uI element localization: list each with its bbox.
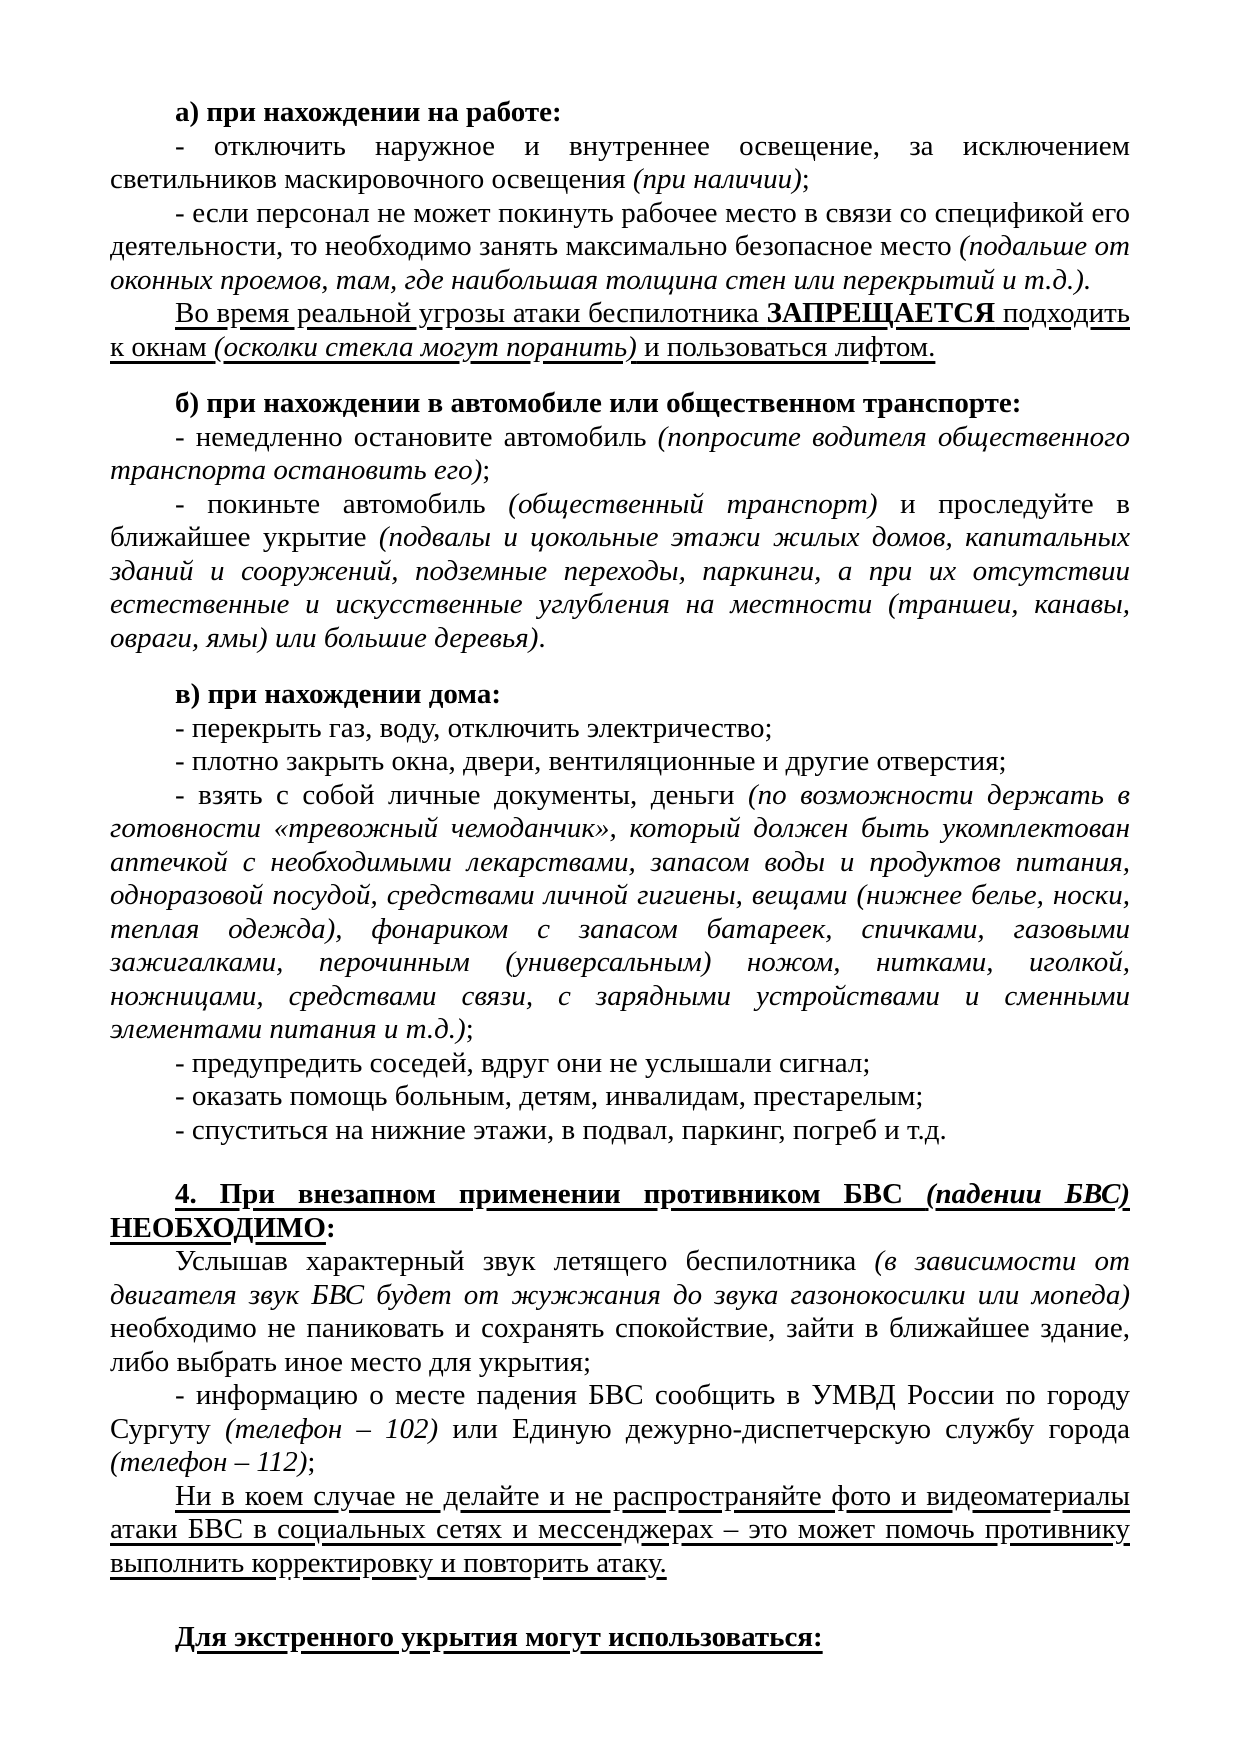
- text-run: 4. При внезапном применении противником БВС: [175, 1178, 926, 1210]
- text-run: - если персонал не может покинуть рабочее место в связи со спецификой его деятельности, то необходимо занять максимально безопасное место: [110, 196, 1130, 262]
- text-run: (телефон – 112): [110, 1446, 308, 1478]
- text-run: (по возможности держать в готовности «тревожный чемоданчик», который должен быть укомплектован аптечкой с необходимыми лекарствами, запасом воды и продуктов питания, одноразовой посудой, средствами личной гигиены, вещами (нижнее белье, носки, теплая одежда), фонариком с запасом батареек, спичками, газовыми зажигалками, перочинным (универсальным) ножом, нитками, иголкой, ножницами, средствами связи, с зарядными устройствами и сменными элементами питания и т.д.): [110, 778, 1131, 1045]
- text-run: (при наличии): [632, 163, 802, 195]
- num-heading: [110, 1178, 1130, 1245]
- text-run: или Единую дежурно-диспетчерскую службу города: [438, 1412, 1130, 1445]
- text-run: - спуститься на нижние этажи, в подвал, паркинг, погреб и т.д.: [175, 1113, 947, 1146]
- text-run: :: [325, 1211, 336, 1244]
- text-run: (в зависимости от двигателя звук БВС будет от жужжания до звука газонокосилки или мопеда): [110, 1245, 1130, 1311]
- text-run: - немедленно остановите автомобиль: [175, 420, 658, 453]
- text-run: ;: [482, 454, 491, 486]
- text-run: ;: [465, 1013, 474, 1045]
- text-run: (телефон – 102): [224, 1412, 439, 1445]
- text-run: ЗАПРЕЩАЕТСЯ: [766, 297, 996, 329]
- paragraph: [110, 1080, 1130, 1114]
- text-run: - информацию о месте падения БВС сообщить в УМВД России по городу Сургуту: [110, 1379, 1130, 1445]
- text-run: - покиньте автомобиль: [175, 487, 509, 520]
- text-run: (попросите водителя общественного транспорта остановить его): [110, 420, 1130, 486]
- section-heading: [110, 387, 1130, 421]
- text-run: НЕОБХОДИМО: [110, 1211, 326, 1244]
- text-run: и проследуйте в ближайшее укрытие: [110, 487, 1130, 553]
- text-run: - плотно закрыть окна, двери, вентиляционные и другие отверстия;: [175, 745, 1007, 777]
- section-heading: [110, 96, 1130, 130]
- text-run: Услышав характерный звук летящего беспилотника: [175, 1245, 875, 1277]
- text-run: в) при нахождении дома:: [175, 678, 502, 710]
- text-run: .: [538, 621, 546, 654]
- text-run: - оказать помощь больным, детям, инвалидам, престарелым;: [175, 1080, 924, 1112]
- text-run: Во время реальной угрозы атаки беспилотника: [175, 297, 767, 329]
- text-run: и пользоваться лифтом.: [636, 330, 936, 363]
- paragraph: [110, 1245, 1130, 1379]
- section-heading: [110, 678, 1130, 712]
- text-run: ;: [307, 1446, 316, 1478]
- text-run: (подвалы и цокольные этажи жилых домов, капитальных зданий и сооружений, подземные переходы, паркинги, а при их отсутствии естественные и искусственные углубления на местности (траншеи, канавы, овраги, ямы) или большие деревья): [110, 521, 1130, 654]
- text-run: Для экстренного укрытия могут использоваться:: [175, 1621, 823, 1653]
- text-run: Ни в коем случае не делайте и не распространяйте фото и видеоматериалы атаки БВС в социальных сетях и мессенджерах – это может помочь противнику выполнить корректировку и повторить атаку.: [110, 1479, 1130, 1579]
- paragraph: [110, 1047, 1130, 1081]
- paragraph: [110, 130, 1130, 197]
- text-run: а) при нахождении на работе:: [175, 96, 562, 128]
- paragraph: [110, 297, 1130, 364]
- document-body: [110, 96, 1130, 1655]
- text-run: - отключить наружное и внутреннее освещение, за исключением светильников маскировочного освещения: [110, 129, 1130, 195]
- paragraph: [110, 1114, 1130, 1148]
- text-run: - перекрыть газ, воду, отключить электричество;: [175, 711, 773, 744]
- text-run: необходимо не паниковать и сохранять спокойствие, зайти в ближайшее здание, либо выбрать иное место для укрытия;: [110, 1312, 1130, 1378]
- final-heading: [110, 1621, 1130, 1655]
- text-run: - взять с собой личные документы, деньги: [175, 778, 748, 811]
- paragraph: [110, 1379, 1130, 1480]
- text-run: подходить к окнам: [110, 297, 1130, 363]
- paragraph: [110, 745, 1130, 779]
- text-run: (осколки стекла могут поранить): [213, 330, 637, 363]
- paragraph: [110, 421, 1130, 488]
- text-run: - предупредить соседей, вдруг они не услышали сигнал;: [175, 1046, 871, 1079]
- paragraph: [110, 779, 1130, 1047]
- paragraph: [110, 1480, 1130, 1581]
- text-run: (падении БВС): [925, 1178, 1130, 1210]
- text-run: ;: [801, 163, 810, 195]
- paragraph: [110, 712, 1130, 746]
- text-run: б) при нахождении в автомобиле или общественном транспорте:: [175, 387, 1022, 419]
- paragraph: [110, 488, 1130, 656]
- paragraph: [110, 197, 1130, 298]
- text-run: (подальше от оконных проемов, там, где наибольшая толщина стен или перекрытий и т.д.).: [110, 230, 1130, 296]
- text-run: (общественный транспорт): [508, 487, 878, 520]
